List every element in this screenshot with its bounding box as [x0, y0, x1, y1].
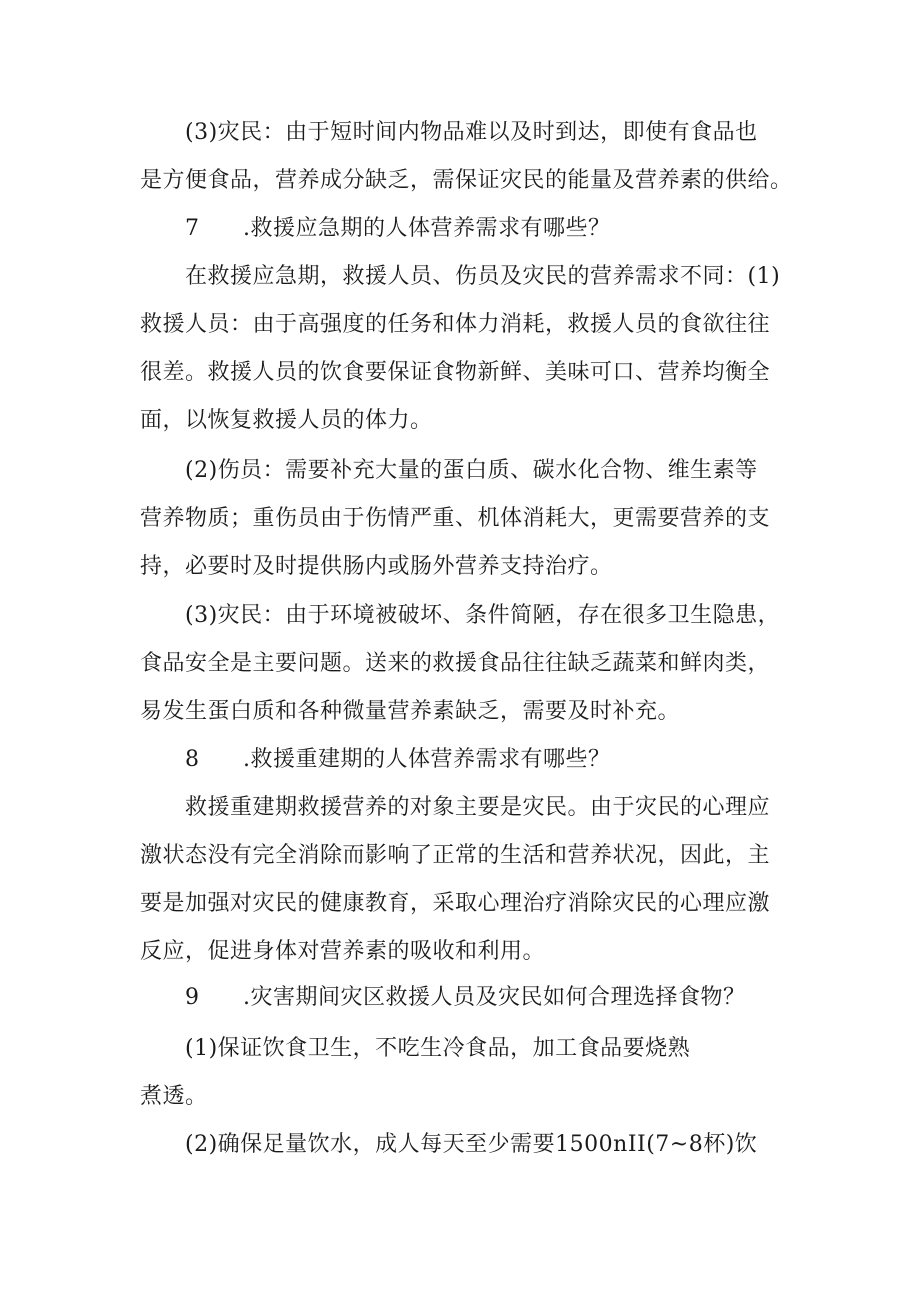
paragraph-line: (2)确保足量饮水，成人每天至少需要1500nII(7~8杯)饮	[185, 1132, 758, 1157]
paragraph-line: (2)伤员：需要补充大量的蛋白质、碳水化合物、维生素等	[185, 458, 758, 483]
question-heading-9	[185, 983, 800, 1013]
question-text: .救援重建期的人体营养需求有哪些？	[243, 747, 611, 772]
paragraph-line: (1)保证饮食卫生，不吃生冷食品，加工食品要烧熟	[185, 1036, 691, 1061]
question-number: 9	[185, 985, 200, 1010]
paragraph-line: 煮透。	[140, 1084, 208, 1109]
paragraph-line: (3)灾民：由于短时间内物品难以及时到达，即使有食品也	[185, 120, 758, 145]
paragraph-line: 救援人员：由于高强度的任务和体力消耗，救援人员的食欲往往	[140, 312, 771, 337]
question-text: .灾害期间灾区救援人员及灾民如何合理选择食物？	[243, 985, 746, 1010]
paragraph-line: 激状态没有完全消除而影响了正常的生活和营养状况，因此，主	[140, 843, 771, 868]
paragraph-line: 很差。救援人员的饮食要保证食物新鲜、美味可口、营养均衡全	[140, 360, 771, 385]
question-text: .救援应急期的人体营养需求有哪些？	[243, 216, 611, 241]
paragraph-line: 反应，促进身体对营养素的吸收和利用。	[140, 939, 546, 964]
paragraph-line: (3)灾民：由于环境被破坏、条件简陋，存在很多卫生隐患，	[185, 603, 781, 628]
paragraph-line: 要是加强对灾民的健康教育，采取心理治疗消除灾民的心理应激	[140, 891, 771, 916]
question-heading-8	[185, 745, 800, 775]
paragraph-line: 面，以恢复救援人员的体力。	[140, 408, 433, 433]
question-number: 7	[185, 216, 200, 241]
paragraph-line: 是方便食品，营养成分缺乏，需保证灾民的能量及营养素的供给。	[140, 168, 793, 193]
paragraph-line: 持，必要时及时提供肠内或肠外营养支持治疗。	[140, 554, 613, 579]
question-number: 8	[185, 747, 200, 772]
paragraph-line: 易发生蛋白质和各种微量营养素缺乏，需要及时补充。	[140, 699, 681, 724]
paragraph-line: 食品安全是主要问题。送来的救援食品往往缺乏蔬菜和鲜肉类，	[140, 651, 771, 676]
paragraph-line: 在救援应急期，救援人员、伤员及灾民的营养需求不同：(1)	[185, 264, 781, 289]
paragraph-line: 救援重建期救援营养的对象主要是灾民。由于灾民的心理应	[185, 795, 771, 820]
question-heading-7	[185, 214, 800, 244]
paragraph-line: 营养物质；重伤员由于伤情严重、机体消耗大，更需要营养的支	[140, 506, 771, 531]
